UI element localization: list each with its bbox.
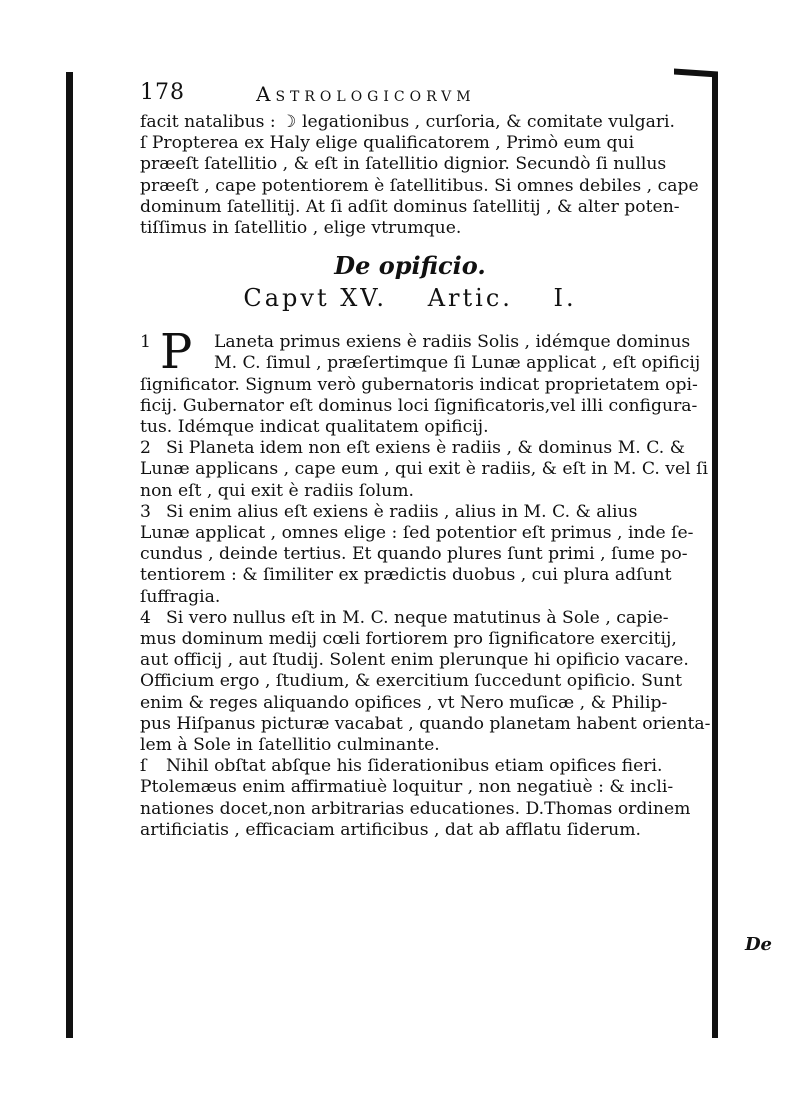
text-line: præeſt , cape potentiorem è ſatellitibus. Si omnes debiles , cape bbox=[140, 175, 699, 196]
text-line: facit natalibus : ☽ legationibus , curſoria, & comitate vulgari. bbox=[140, 112, 676, 132]
page-number: 178 bbox=[140, 80, 185, 105]
catchword: De bbox=[744, 934, 772, 955]
paragraph-line: tus. Idémque indicat qualitatem opificij. bbox=[140, 417, 489, 438]
paragraph-line bbox=[140, 756, 680, 777]
paragraph-line bbox=[140, 502, 680, 523]
paragraph-line: ficij. Gubernator eſt dominus loci ſignificatoris,vel illi configura- bbox=[140, 395, 698, 416]
text-line: tiſſimus in ſatellitio , elige vtrumque. bbox=[140, 218, 462, 239]
paragraph-line: Lunæ applicat , omnes elige : ſed potentior eſt primus , inde ſe- bbox=[140, 523, 694, 544]
paragraph-text: Si vero nullus eſt in M. C. neque matutinus à Sole , capie- bbox=[166, 607, 669, 628]
left-margin-shadow bbox=[66, 72, 73, 1038]
text-line: præeſt ſatellitio , & eſt in ſatellitio dignior. Secundò ſi nullus bbox=[140, 154, 667, 175]
paragraph-1 bbox=[140, 324, 701, 438]
text-line: dominum ſatellitij. At ſi adſit dominus ſatellitij , & alter poten- bbox=[140, 196, 680, 217]
chapter-number: I. bbox=[553, 284, 577, 313]
chapter-heading bbox=[140, 284, 680, 312]
paragraph-line: lem à Sole in ſatellitio culminante. bbox=[140, 735, 440, 756]
text-line: ſ Propterea ex Haly elige qualificatorem , Primò eum qui bbox=[140, 133, 635, 154]
paragraph-line: mus dominum medij cœli fortiorem pro ſignificatore exercitij, bbox=[140, 629, 677, 650]
paragraph-line bbox=[140, 438, 685, 459]
paragraph-line bbox=[140, 332, 691, 353]
paragraph-text: Si Planeta idem non eſt exiens è radiis , & dominus M. C. & bbox=[166, 438, 685, 459]
section-title: De opificio. bbox=[334, 251, 486, 281]
paragraph-line: enim & reges aliquando opifices , vt Nero muſicæ , & Philip- bbox=[140, 692, 668, 713]
paragraph-line: tentiorem : & ſimiliter ex prædictis duobus , cui plura adſunt bbox=[140, 565, 672, 586]
paragraph-3 bbox=[140, 501, 694, 608]
paragraph-line: Ptolemæus enim affirmatiuè loquitur , non negatiuè : & incli- bbox=[140, 777, 674, 798]
paragraph-number: 1 bbox=[140, 332, 151, 353]
chapter-artic: Artic. bbox=[427, 284, 513, 313]
paragraph-line: aut officij , aut ſtudij. Solent enim plerunque hi opificio vacare. bbox=[140, 650, 689, 671]
paragraph-line: nationes docet,non arbitrarias educationes. D.Thomas ordinem bbox=[140, 798, 691, 819]
paragraph-number: 2 bbox=[140, 438, 151, 459]
paragraph-2 bbox=[140, 438, 709, 502]
intro-text bbox=[140, 112, 699, 239]
paragraph-line: Lunæ applicans , cape eum , qui exit è radiis, & eſt in M. C. vel ſi bbox=[140, 459, 709, 480]
paragraph-4 bbox=[140, 607, 711, 756]
paragraph-line: Officium ergo , ſtudium, & exercitium ſuccedunt opificio. Sunt bbox=[140, 671, 682, 692]
paragraph-line: cundus , deinde tertius. Et quando plures ſunt primi , ſume po- bbox=[140, 544, 688, 565]
running-title: Astrologicorvm bbox=[256, 82, 476, 106]
right-margin-shadow bbox=[712, 72, 718, 1038]
chapter-caput: Capvt XV. bbox=[243, 284, 388, 313]
drop-capital: P bbox=[160, 324, 193, 381]
top-corner-mark bbox=[674, 68, 718, 77]
paragraph-line bbox=[140, 608, 680, 629]
paragraph-5 bbox=[140, 756, 691, 841]
paragraph-text: Nihil obſtat abſque his ſiderationibus etiam opifices fieri. bbox=[166, 756, 663, 777]
paragraph-text: Si enim alius eſt exiens è radiis , alius in M. C. & alius bbox=[166, 501, 638, 522]
paragraph-line: pus Hiſpanus picturæ vacabat , quando planetam habent orienta- bbox=[140, 713, 711, 734]
page-header bbox=[140, 80, 680, 112]
paragraph-line: ſuffragia. bbox=[140, 586, 221, 607]
paragraph-line: artificiatis , efficaciam artificibus , dat ab afflatu ſiderum. bbox=[140, 819, 641, 840]
paragraph-line: ſignificator. Signum verò gubernatoris indicat proprietatem opi- bbox=[140, 374, 698, 395]
paragraph-number: 4 bbox=[140, 607, 151, 628]
book-page bbox=[140, 80, 711, 841]
paragraph-line: non eſt , qui exit è radiis ſolum. bbox=[140, 480, 414, 501]
paragraph-number: ſ bbox=[140, 756, 147, 777]
paragraph-line: M. C. ſimul , præſertimque ſi Lunæ applicat , eſt opificij bbox=[214, 353, 701, 374]
paragraph-text: Laneta primus exiens è radiis Solis , idémque dominus bbox=[214, 332, 691, 353]
paragraph-number: 3 bbox=[140, 501, 151, 522]
